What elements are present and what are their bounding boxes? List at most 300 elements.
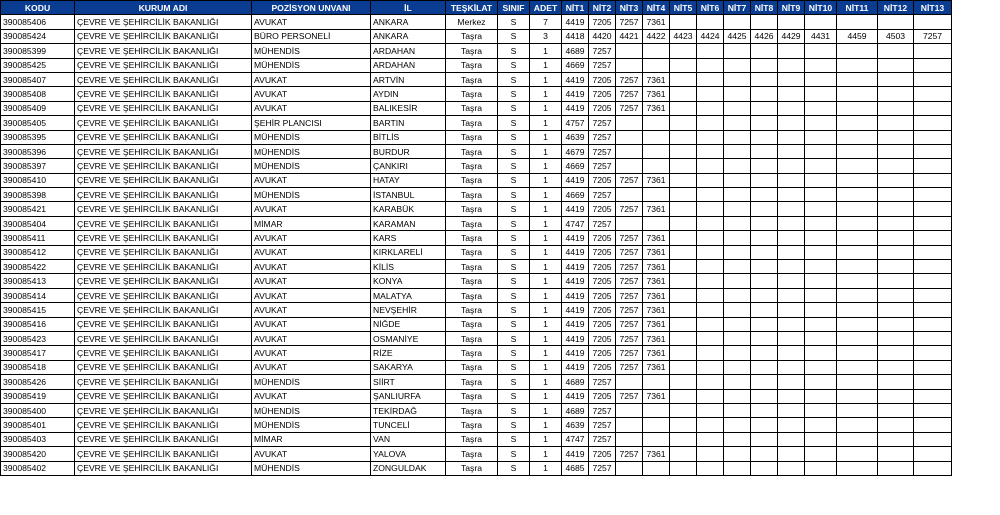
cell-nit2: 7205: [589, 447, 616, 461]
table-row: [1, 346, 952, 360]
cell-kodu: 390085412: [1, 245, 75, 259]
cell-nit3: [616, 418, 643, 432]
cell-nit12: [878, 216, 914, 230]
cell-nit8: [751, 72, 778, 86]
cell-nit7: [724, 116, 751, 130]
cell-nit4: 7361: [643, 173, 670, 187]
cell-adet: 1: [530, 245, 562, 259]
cell-nit13: [914, 44, 952, 58]
cell-nit5: [670, 216, 697, 230]
cell-nit6: [697, 202, 724, 216]
cell-nit1: 4419: [562, 15, 589, 29]
cell-nit9: [778, 144, 805, 158]
cell-nit1: 4419: [562, 288, 589, 302]
cell-nit6: [697, 403, 724, 417]
cell-nit3: 7257: [616, 447, 643, 461]
cell-kurum-adi: ÇEVRE VE ŞEHİRCİLİK BAKANLIĞI: [75, 375, 252, 389]
column-header-nit7: NİT7: [724, 1, 751, 15]
cell-nit2: 7205: [589, 303, 616, 317]
cell-nit8: [751, 288, 778, 302]
cell-kodu: 390085414: [1, 288, 75, 302]
cell-nit2: 7205: [589, 346, 616, 360]
cell-nit9: [778, 130, 805, 144]
cell-nit6: [697, 360, 724, 374]
cell-nit4: 7361: [643, 360, 670, 374]
cell-teskilat: Taşra: [446, 288, 498, 302]
cell-kurum-adi: ÇEVRE VE ŞEHİRCİLİK BAKANLIĞI: [75, 44, 252, 58]
cell-nit6: [697, 130, 724, 144]
cell-kurum-adi: ÇEVRE VE ŞEHİRCİLİK BAKANLIĞI: [75, 288, 252, 302]
cell-nit13: [914, 418, 952, 432]
cell-nit8: [751, 389, 778, 403]
cell-il: HATAY: [371, 173, 446, 187]
cell-sinif: S: [498, 274, 530, 288]
cell-nit10: [805, 346, 837, 360]
cell-nit3: 7257: [616, 202, 643, 216]
cell-teskilat: Taşra: [446, 245, 498, 259]
cell-il: KARABÜK: [371, 202, 446, 216]
column-header-nit2: NİT2: [589, 1, 616, 15]
cell-nit8: [751, 274, 778, 288]
cell-kurum-adi: ÇEVRE VE ŞEHİRCİLİK BAKANLIĞI: [75, 331, 252, 345]
cell-nit5: [670, 116, 697, 130]
cell-pozisyon-unvani: MÜHENDİS: [252, 130, 371, 144]
cell-nit5: [670, 331, 697, 345]
cell-nit7: [724, 44, 751, 58]
cell-nit9: [778, 346, 805, 360]
cell-nit6: [697, 303, 724, 317]
column-header-nit9: NİT9: [778, 1, 805, 15]
cell-nit10: [805, 447, 837, 461]
cell-nit13: [914, 231, 952, 245]
cell-kodu: 390085403: [1, 432, 75, 446]
table-row: [1, 58, 952, 72]
cell-kurum-adi: ÇEVRE VE ŞEHİRCİLİK BAKANLIĞI: [75, 389, 252, 403]
cell-adet: 1: [530, 58, 562, 72]
cell-nit6: [697, 15, 724, 29]
cell-nit2: 7257: [589, 116, 616, 130]
column-header-nit1: NİT1: [562, 1, 589, 15]
cell-nit2: 7257: [589, 159, 616, 173]
cell-nit3: 7257: [616, 389, 643, 403]
table-row: [1, 274, 952, 288]
cell-sinif: S: [498, 346, 530, 360]
column-header-nit13: NİT13: [914, 1, 952, 15]
cell-nit13: [914, 15, 952, 29]
cell-nit1: 4419: [562, 360, 589, 374]
cell-nit6: [697, 317, 724, 331]
cell-nit2: 7257: [589, 58, 616, 72]
cell-kodu: 390085397: [1, 159, 75, 173]
cell-nit12: [878, 260, 914, 274]
cell-nit13: [914, 403, 952, 417]
cell-il: NEVŞEHİR: [371, 303, 446, 317]
cell-nit3: 7257: [616, 303, 643, 317]
cell-pozisyon-unvani: MÜHENDİS: [252, 58, 371, 72]
cell-kurum-adi: ÇEVRE VE ŞEHİRCİLİK BAKANLIĞI: [75, 202, 252, 216]
cell-teskilat: Taşra: [446, 130, 498, 144]
cell-nit11: 4459: [837, 29, 878, 43]
cell-nit12: [878, 288, 914, 302]
cell-nit3: 7257: [616, 346, 643, 360]
cell-adet: 1: [530, 331, 562, 345]
cell-nit10: [805, 231, 837, 245]
cell-nit7: [724, 317, 751, 331]
cell-kodu: 390085410: [1, 173, 75, 187]
table-body: [1, 15, 952, 476]
cell-pozisyon-unvani: AVUKAT: [252, 87, 371, 101]
cell-kurum-adi: ÇEVRE VE ŞEHİRCİLİK BAKANLIĞI: [75, 29, 252, 43]
cell-nit1: 4419: [562, 303, 589, 317]
cell-nit6: [697, 260, 724, 274]
cell-il: ANKARA: [371, 15, 446, 29]
cell-kodu: 390085401: [1, 418, 75, 432]
cell-nit3: 7257: [616, 274, 643, 288]
cell-kodu: 390085398: [1, 188, 75, 202]
cell-nit10: [805, 116, 837, 130]
cell-pozisyon-unvani: AVUKAT: [252, 202, 371, 216]
cell-nit7: [724, 288, 751, 302]
cell-sinif: S: [498, 375, 530, 389]
cell-sinif: S: [498, 360, 530, 374]
cell-kurum-adi: ÇEVRE VE ŞEHİRCİLİK BAKANLIĞI: [75, 245, 252, 259]
cell-nit3: 7257: [616, 317, 643, 331]
column-header-nit10: NİT10: [805, 1, 837, 15]
cell-nit9: 4429: [778, 29, 805, 43]
cell-nit11: [837, 116, 878, 130]
cell-nit8: [751, 432, 778, 446]
cell-nit10: [805, 202, 837, 216]
cell-nit5: [670, 72, 697, 86]
cell-nit2: 7205: [589, 288, 616, 302]
cell-nit8: [751, 375, 778, 389]
cell-nit6: [697, 274, 724, 288]
cell-il: YALOVA: [371, 447, 446, 461]
cell-nit10: [805, 188, 837, 202]
cell-nit3: [616, 432, 643, 446]
cell-nit4: [643, 432, 670, 446]
cell-pozisyon-unvani: AVUKAT: [252, 15, 371, 29]
cell-nit11: [837, 403, 878, 417]
cell-nit4: 7361: [643, 231, 670, 245]
cell-nit2: 7205: [589, 15, 616, 29]
cell-kurum-adi: ÇEVRE VE ŞEHİRCİLİK BAKANLIĞI: [75, 274, 252, 288]
cell-nit5: [670, 346, 697, 360]
cell-nit4: 7361: [643, 346, 670, 360]
cell-nit9: [778, 375, 805, 389]
table-row: [1, 72, 952, 86]
cell-pozisyon-unvani: MİMAR: [252, 216, 371, 230]
cell-nit12: [878, 144, 914, 158]
cell-il: BARTIN: [371, 116, 446, 130]
cell-pozisyon-unvani: BÜRO PERSONELİ: [252, 29, 371, 43]
cell-teskilat: Taşra: [446, 231, 498, 245]
cell-nit7: [724, 461, 751, 475]
cell-nit4: 7361: [643, 72, 670, 86]
cell-nit4: 7361: [643, 274, 670, 288]
cell-nit13: [914, 447, 952, 461]
cell-nit13: [914, 274, 952, 288]
cell-nit12: [878, 360, 914, 374]
cell-nit5: [670, 44, 697, 58]
cell-nit9: [778, 303, 805, 317]
cell-nit2: 7205: [589, 101, 616, 115]
cell-nit10: [805, 274, 837, 288]
cell-il: VAN: [371, 432, 446, 446]
table-row: [1, 15, 952, 29]
cell-teskilat: Taşra: [446, 375, 498, 389]
cell-nit10: [805, 144, 837, 158]
cell-sinif: S: [498, 144, 530, 158]
cell-kodu: 390085404: [1, 216, 75, 230]
column-header-sinif: SINIF: [498, 1, 530, 15]
cell-nit2: 7205: [589, 245, 616, 259]
cell-kurum-adi: ÇEVRE VE ŞEHİRCİLİK BAKANLIĞI: [75, 231, 252, 245]
cell-kodu: 390085409: [1, 101, 75, 115]
cell-nit9: [778, 159, 805, 173]
cell-nit12: [878, 418, 914, 432]
cell-teskilat: Merkez: [446, 15, 498, 29]
cell-teskilat: Taşra: [446, 44, 498, 58]
cell-nit3: 7257: [616, 72, 643, 86]
cell-nit3: [616, 130, 643, 144]
cell-nit6: [697, 116, 724, 130]
cell-teskilat: Taşra: [446, 418, 498, 432]
cell-nit10: [805, 418, 837, 432]
cell-nit2: 7257: [589, 418, 616, 432]
cell-kurum-adi: ÇEVRE VE ŞEHİRCİLİK BAKANLIĞI: [75, 159, 252, 173]
cell-il: SİİRT: [371, 375, 446, 389]
table-row: [1, 44, 952, 58]
cell-pozisyon-unvani: ŞEHİR PLANCISI: [252, 116, 371, 130]
cell-nit8: [751, 159, 778, 173]
cell-nit12: [878, 130, 914, 144]
cell-nit13: 7257: [914, 29, 952, 43]
cell-nit7: [724, 231, 751, 245]
cell-nit11: [837, 15, 878, 29]
cell-nit1: 4418: [562, 29, 589, 43]
cell-pozisyon-unvani: MÜHENDİS: [252, 461, 371, 475]
cell-kurum-adi: ÇEVRE VE ŞEHİRCİLİK BAKANLIĞI: [75, 130, 252, 144]
cell-nit3: 4421: [616, 29, 643, 43]
cell-nit4: 4422: [643, 29, 670, 43]
cell-nit10: [805, 432, 837, 446]
cell-pozisyon-unvani: MÜHENDİS: [252, 144, 371, 158]
cell-kodu: 390085408: [1, 87, 75, 101]
cell-sinif: S: [498, 260, 530, 274]
cell-nit11: [837, 317, 878, 331]
table-row: [1, 288, 952, 302]
cell-nit4: 7361: [643, 331, 670, 345]
cell-nit1: 4419: [562, 245, 589, 259]
cell-kurum-adi: ÇEVRE VE ŞEHİRCİLİK BAKANLIĞI: [75, 317, 252, 331]
cell-nit7: [724, 360, 751, 374]
cell-adet: 1: [530, 216, 562, 230]
cell-il: BURDUR: [371, 144, 446, 158]
cell-il: ZONGULDAK: [371, 461, 446, 475]
cell-nit6: [697, 375, 724, 389]
cell-kurum-adi: ÇEVRE VE ŞEHİRCİLİK BAKANLIĞI: [75, 87, 252, 101]
cell-nit2: 7205: [589, 331, 616, 345]
cell-nit13: [914, 188, 952, 202]
cell-nit7: [724, 260, 751, 274]
cell-nit9: [778, 245, 805, 259]
cell-pozisyon-unvani: AVUKAT: [252, 260, 371, 274]
cell-nit9: [778, 360, 805, 374]
cell-nit6: [697, 101, 724, 115]
cell-nit7: [724, 87, 751, 101]
cell-nit6: [697, 188, 724, 202]
cell-kurum-adi: ÇEVRE VE ŞEHİRCİLİK BAKANLIĞI: [75, 403, 252, 417]
cell-nit2: 7205: [589, 389, 616, 403]
table-row: [1, 144, 952, 158]
cell-adet: 1: [530, 375, 562, 389]
cell-sinif: S: [498, 87, 530, 101]
cell-sinif: S: [498, 159, 530, 173]
cell-kurum-adi: ÇEVRE VE ŞEHİRCİLİK BAKANLIĞI: [75, 461, 252, 475]
cell-kodu: 390085424: [1, 29, 75, 43]
cell-nit13: [914, 58, 952, 72]
cell-sinif: S: [498, 432, 530, 446]
cell-nit1: 4685: [562, 461, 589, 475]
cell-nit8: [751, 87, 778, 101]
cell-adet: 1: [530, 173, 562, 187]
cell-nit10: [805, 130, 837, 144]
cell-pozisyon-unvani: AVUKAT: [252, 317, 371, 331]
cell-nit1: 4419: [562, 389, 589, 403]
cell-il: MALATYA: [371, 288, 446, 302]
cell-kodu: 390085407: [1, 72, 75, 86]
cell-il: ARDAHAN: [371, 58, 446, 72]
cell-nit12: [878, 116, 914, 130]
cell-nit8: [751, 303, 778, 317]
cell-nit8: [751, 130, 778, 144]
column-header-teskilat: TEŞKİLAT: [446, 1, 498, 15]
cell-nit11: [837, 447, 878, 461]
cell-nit13: [914, 202, 952, 216]
cell-sinif: S: [498, 173, 530, 187]
cell-kodu: 390085420: [1, 447, 75, 461]
cell-nit10: [805, 360, 837, 374]
cell-nit11: [837, 418, 878, 432]
cell-nit3: [616, 188, 643, 202]
cell-nit9: [778, 461, 805, 475]
cell-sinif: S: [498, 29, 530, 43]
cell-pozisyon-unvani: AVUKAT: [252, 303, 371, 317]
cell-sinif: S: [498, 116, 530, 130]
cell-teskilat: Taşra: [446, 202, 498, 216]
cell-nit4: [643, 44, 670, 58]
table-row: [1, 375, 952, 389]
cell-sinif: S: [498, 245, 530, 259]
cell-nit6: [697, 432, 724, 446]
cell-nit2: 7205: [589, 87, 616, 101]
cell-il: KARAMAN: [371, 216, 446, 230]
cell-nit1: 4419: [562, 173, 589, 187]
cell-pozisyon-unvani: MÜHENDİS: [252, 418, 371, 432]
cell-nit4: [643, 418, 670, 432]
cell-nit1: 4419: [562, 260, 589, 274]
cell-nit7: [724, 216, 751, 230]
cell-nit3: [616, 461, 643, 475]
cell-nit13: [914, 432, 952, 446]
cell-adet: 1: [530, 389, 562, 403]
cell-nit13: [914, 130, 952, 144]
cell-nit4: 7361: [643, 389, 670, 403]
column-header-pozisyon-unvani: POZİSYON UNVANI: [252, 1, 371, 15]
cell-pozisyon-unvani: AVUKAT: [252, 447, 371, 461]
cell-nit12: [878, 231, 914, 245]
cell-nit6: [697, 173, 724, 187]
cell-sinif: S: [498, 188, 530, 202]
cell-nit10: [805, 245, 837, 259]
cell-nit12: [878, 447, 914, 461]
cell-nit7: [724, 403, 751, 417]
cell-teskilat: Taşra: [446, 274, 498, 288]
cell-nit7: [724, 72, 751, 86]
cell-nit8: [751, 116, 778, 130]
cell-nit5: [670, 303, 697, 317]
cell-nit4: [643, 130, 670, 144]
cell-il: KIRKLARELİ: [371, 245, 446, 259]
cell-nit1: 4419: [562, 87, 589, 101]
table-row: [1, 173, 952, 187]
cell-sinif: S: [498, 461, 530, 475]
cell-nit5: 4423: [670, 29, 697, 43]
cell-adet: 1: [530, 360, 562, 374]
table-row: [1, 130, 952, 144]
cell-nit6: [697, 216, 724, 230]
cell-nit4: [643, 144, 670, 158]
cell-nit9: [778, 432, 805, 446]
cell-nit9: [778, 58, 805, 72]
cell-adet: 1: [530, 159, 562, 173]
table-row: [1, 432, 952, 446]
cell-il: AYDIN: [371, 87, 446, 101]
cell-nit8: [751, 346, 778, 360]
cell-kurum-adi: ÇEVRE VE ŞEHİRCİLİK BAKANLIĞI: [75, 116, 252, 130]
cell-adet: 1: [530, 44, 562, 58]
cell-pozisyon-unvani: MÜHENDİS: [252, 159, 371, 173]
cell-nit7: [724, 432, 751, 446]
cell-pozisyon-unvani: AVUKAT: [252, 72, 371, 86]
cell-nit6: [697, 44, 724, 58]
cell-nit13: [914, 346, 952, 360]
cell-nit10: [805, 216, 837, 230]
cell-kurum-adi: ÇEVRE VE ŞEHİRCİLİK BAKANLIĞI: [75, 15, 252, 29]
cell-nit7: [724, 245, 751, 259]
cell-nit5: [670, 461, 697, 475]
cell-teskilat: Taşra: [446, 360, 498, 374]
cell-nit13: [914, 288, 952, 302]
cell-nit9: [778, 116, 805, 130]
cell-nit11: [837, 346, 878, 360]
cell-sinif: S: [498, 130, 530, 144]
cell-il: NİĞDE: [371, 317, 446, 331]
cell-nit12: [878, 173, 914, 187]
cell-nit8: [751, 188, 778, 202]
cell-nit7: [724, 389, 751, 403]
cell-adet: 1: [530, 116, 562, 130]
cell-nit11: [837, 331, 878, 345]
cell-nit4: [643, 461, 670, 475]
cell-kurum-adi: ÇEVRE VE ŞEHİRCİLİK BAKANLIĞI: [75, 58, 252, 72]
cell-nit7: [724, 375, 751, 389]
cell-nit7: [724, 15, 751, 29]
cell-sinif: S: [498, 447, 530, 461]
cell-nit1: 4747: [562, 216, 589, 230]
cell-nit6: [697, 418, 724, 432]
